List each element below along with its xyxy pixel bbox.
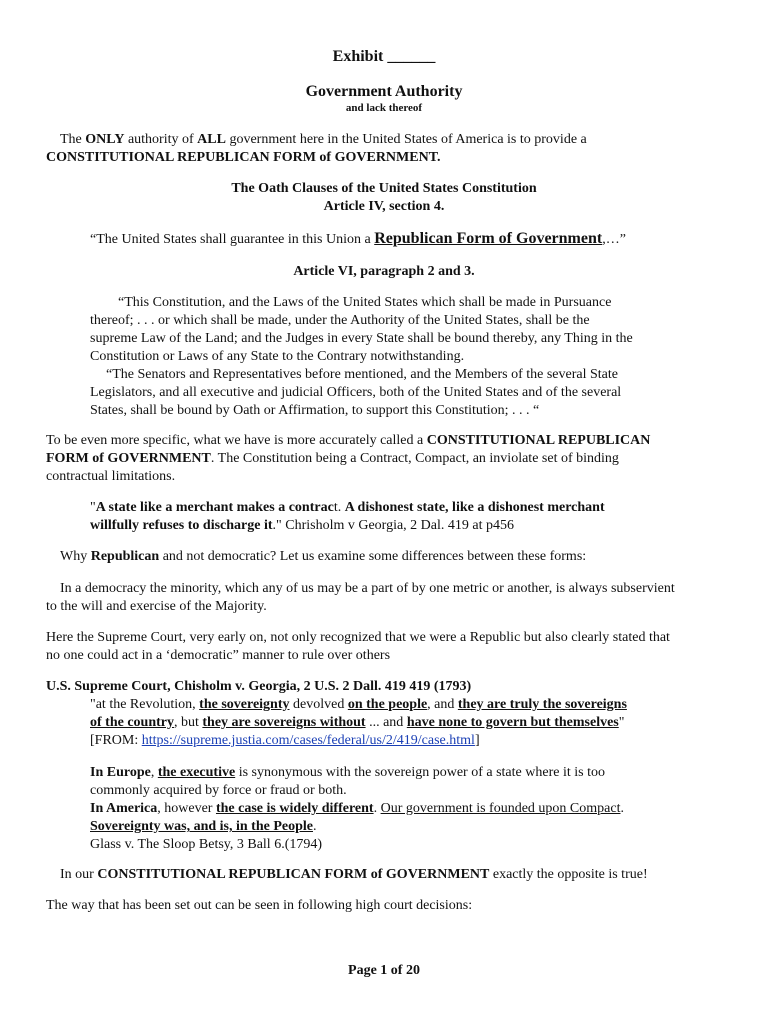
chisholm-heading: U.S. Supreme Court, Chisholm v. Georgia, 2 U.S. 2 Dall. 419 419 (1793) — [46, 679, 472, 694]
chisholm-quote-line-1: "at the Revolution, the sovereignty devolved on the people, and they are truly the sovereigns — [90, 697, 627, 712]
supreme-line-1: Here the Supreme Court, very early on, not only recognized that we were a Republic but also clearly stated that — [46, 630, 670, 645]
oath-heading: The Oath Clauses of the United States Constitution — [231, 181, 537, 196]
specific-line-3: contractual limitations. — [46, 469, 176, 484]
europe-line-2: commonly acquired by force or fraud or both. — [90, 783, 347, 798]
specific-line-2: FORM of GOVERNMENT. The Constitution being a Contract, Compact, an inviolate set of binding — [46, 451, 619, 466]
article-vi-p2-line1: “The Senators and Representatives before mentioned, and the Members of the several State — [106, 367, 618, 382]
glass-citation: Glass v. The Sloop Betsy, 3 Ball 6.(1794) — [90, 837, 323, 852]
merchant-quote-line-2: willfully refuses to discharge it." Chrisholm v Georgia, 2 Dal. 419 at p456 — [90, 518, 515, 533]
europe-line-1: In Europe, the executive is synonymous with the sovereign power of a state where it is too — [90, 765, 605, 780]
why-republican: Why Republican and not democratic? Let us examine some differences between these forms: — [60, 549, 587, 564]
document-subtitle: and lack thereof — [345, 102, 423, 114]
supreme-line-2: no one could act in a ‘democratic” manner to rule over others — [46, 648, 391, 663]
merchant-quote-line-1: "A state like a merchant makes a contract. A dishonest state, like a dishonest merchant — [90, 500, 605, 515]
chisholm-source: [FROM: https://supreme.justia.com/cases/federal/us/2/419/case.html] — [90, 733, 480, 748]
article-vi-heading: Article VI, paragraph 2 and 3. — [293, 264, 475, 279]
specific-line-1: To be even more specific, what we have is more accurately called a CONSTITUTIONAL REPUBLICAN — [46, 433, 651, 448]
intro-line-2: CONSTITUTIONAL REPUBLICAN FORM of GOVERNMENT. — [46, 150, 441, 165]
democracy-line-1: In a democracy the minority, which any of us may be a part of by one metric or another, is always subservient — [60, 581, 675, 596]
america-line: In America, however the case is widely different. Our government is founded upon Compact. — [90, 801, 624, 816]
exhibit-heading: Exhibit ______ — [332, 48, 436, 65]
article-iv-heading: Article IV, section 4. — [323, 199, 445, 214]
article-iv-quote: “The United States shall guarantee in this Union a Republican Form of Government,…” — [90, 230, 626, 247]
article-vi-p2-line3: States, shall be bound by Oath or Affirmation, to support this Constitution; . . . “ — [90, 403, 540, 418]
article-vi-p1-line4: Constitution or Laws of any State to the Contrary notwithstanding. — [90, 349, 465, 364]
intro-line-1: The ONLY authority of ALL government here in the United States of America is to provide a — [60, 132, 587, 147]
justia-case-link[interactable]: https://supreme.justia.com/cases/federal/us/2/419/case.html — [141, 733, 475, 748]
article-vi-p2-line2: Legislators, and all executive and judicial Officers, both of the United States and of the several — [90, 385, 622, 400]
our-form-line: In our CONSTITUTIONAL REPUBLICAN FORM of GOVERNMENT exactly the opposite is true! — [60, 867, 648, 882]
article-vi-p1-line3: supreme Law of the Land; and the Judges in every State shall be bound thereby, any Thing in the — [90, 331, 633, 346]
chisholm-quote-line-2: of the country, but they are sovereigns without ... and have none to govern but themselves" — [90, 715, 625, 730]
democracy-line-2: to the will and exercise of the Majority. — [46, 599, 267, 614]
page-number: Page 1 of 20 — [348, 963, 420, 978]
article-vi-p1-line1: “This Constitution, and the Laws of the United States which shall be made in Pursuance — [118, 295, 612, 310]
court-decisions-line: The way that has been set out can be seen in following high court decisions: — [46, 898, 473, 913]
sovereignty-line: Sovereignty was, and is, in the People. — [90, 819, 317, 834]
document-title: Government Authority — [305, 83, 463, 100]
article-vi-p1-line2: thereof; . . . or which shall be made, under the Authority of the United States, shall be the — [90, 313, 590, 328]
